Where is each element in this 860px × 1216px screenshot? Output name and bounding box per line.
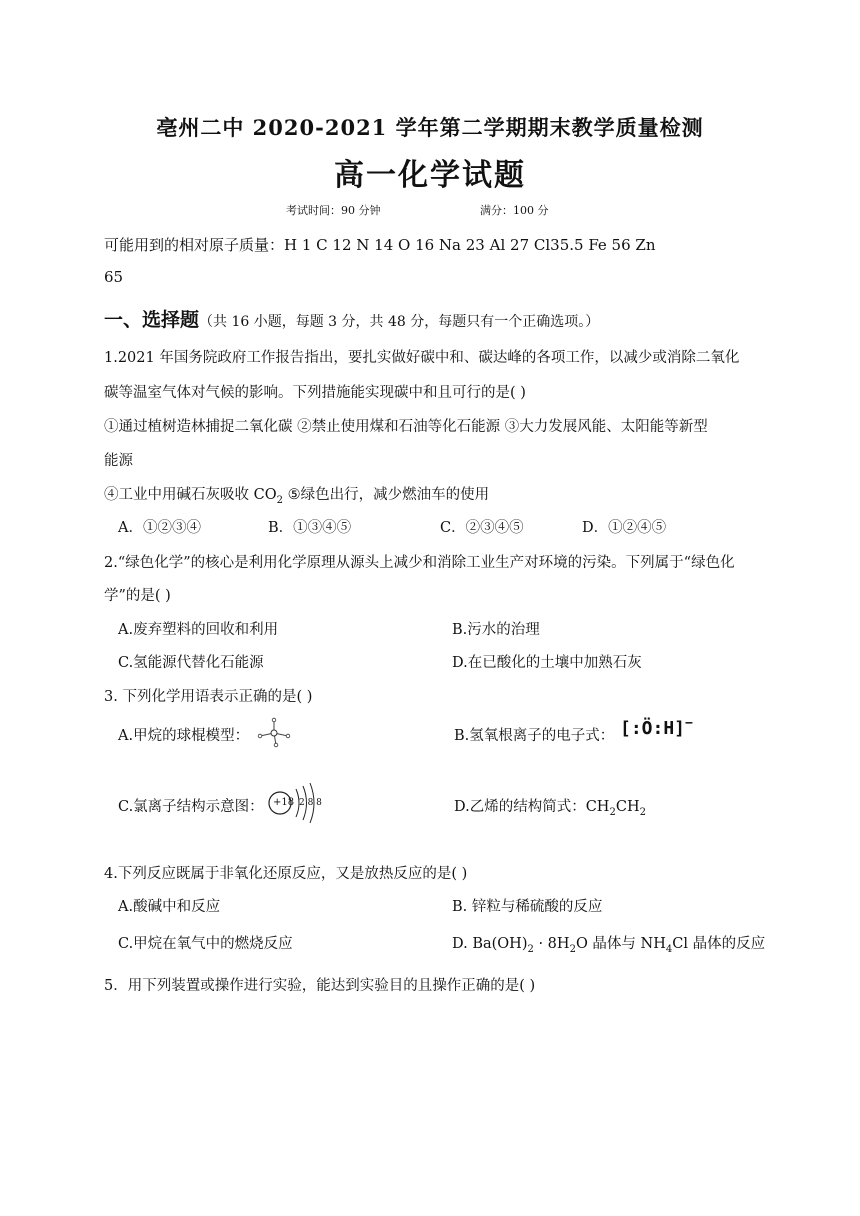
atomic-mass-line2: 65 [104,268,124,286]
subscript: 2 [609,806,616,818]
full-score: 满分：100 分 [480,204,549,217]
methane-ball-stick-model [254,718,294,748]
q1-items-line2: 能源 [104,453,133,469]
q4-option-c: C.甲烷在氧气中的燃烧反应 [118,936,293,952]
q1-item4: ④工业中用碱石灰吸收 CO [104,487,277,503]
q1-stem-line1: 1.2021 年国务院政府工作报告指出，要扎实做好碳中和、碳达峰的各项工作，以减少或消除二氧化 [104,350,740,366]
q1-option-c: C．②③④⑤ [440,520,524,536]
q3-option-c: C.氯离子结构示意图： [118,799,264,815]
subscript: 2 [527,943,534,955]
q4-option-d-d: Cl 晶体的反应 [672,936,766,952]
section-heading [104,305,599,332]
q1-option-b: B．①③④⑤ [268,520,352,536]
subject-title: 高一化学试题 [334,158,526,193]
q4-option-a: A.酸碱中和反应 [118,899,221,915]
q2-stem-line2: 学”的是( ) [104,588,171,604]
nucleus-charge: +18 [273,797,295,808]
q3-stem: 3. 下列化学用语表示正确的是( ) [104,689,313,705]
q4-option-d [452,932,765,955]
q1-item5: ⑤绿色出行，减少燃油车的使用 [282,487,490,503]
q1-option-d: D．①②④⑤ [582,520,667,536]
q3-option-b: B.氢氧根离子的电子式： [454,728,615,744]
q3-option-a: A.甲烷的球棍模型： [118,728,250,744]
q4-option-d-a: D. Ba(OH) [452,936,528,952]
q4-option-d-b: · 8H [533,936,570,952]
school-title: 亳州二中 2020-2021 学年第二学期期末教学质量检测 [156,115,704,140]
hydroxide-formula: [:Ö:H] [620,718,686,739]
atomic-mass-line1: 可能用到的相对原子质量：H 1 C 12 N 14 O 16 Na 23 Al 27 Cl35.5 Fe 56 Zn [104,236,656,254]
hydroxide-electron-formula [620,716,693,739]
q4-option-b: B. 锌粒与稀硫酸的反应 [452,899,603,915]
section-note: （共 16 小题，每题 3 分，共 48 分，每题只有一个正确选项。） [199,314,600,330]
q2-stem-line1: 2.“绿色化学”的核心是利用化学原理从源头上减少和消除工业生产对环境的污染。下列属于“绿色化 [104,555,735,571]
q2-option-d: D.在已酸化的土壤中加熟石灰 [452,655,642,671]
electron-shells: 2 8 8 [299,798,322,808]
q5-stem: 5．用下列装置或操作进行实验，能达到实验目的且操作正确的是( ) [104,978,536,994]
q1-option-a: A．①②③④ [118,520,201,536]
q3-option-d-text: D.乙烯的结构简式：CH [454,799,610,815]
q1-stem-line2: 碳等温室气体对气候的影响。下列措施能实现碳中和且可行的是( ) [104,385,526,401]
section-title: 一、选择题 [104,309,200,331]
subscript: 2 [276,494,283,506]
q1-items-line1: ①通过植树造林捕捉二氧化碳 ②禁止使用煤和石油等化石能源 ③大力发展风能、太阳能等新型 [104,419,708,435]
q4-option-d-c: O 晶体与 NH [575,936,666,952]
subscript: 2 [639,806,646,818]
q3-option-d-text2: CH [615,799,640,815]
q3-option-d [454,795,646,818]
q2-option-c: C.氢能源代替化石能源 [118,655,264,671]
q1-items-line3 [104,483,489,506]
q2-option-a: A.废弃塑料的回收和利用 [118,622,279,638]
subscript: 4 [665,943,673,955]
subscript: 2 [569,943,576,955]
q4-stem: 4.下列反应既属于非氧化还原反应，又是放热反应的是( ) [104,866,468,882]
q2-option-b: B.污水的治理 [452,622,540,638]
hydroxide-charge: − [685,716,693,731]
exam-time: 考试时间：90 分钟 [286,204,381,217]
